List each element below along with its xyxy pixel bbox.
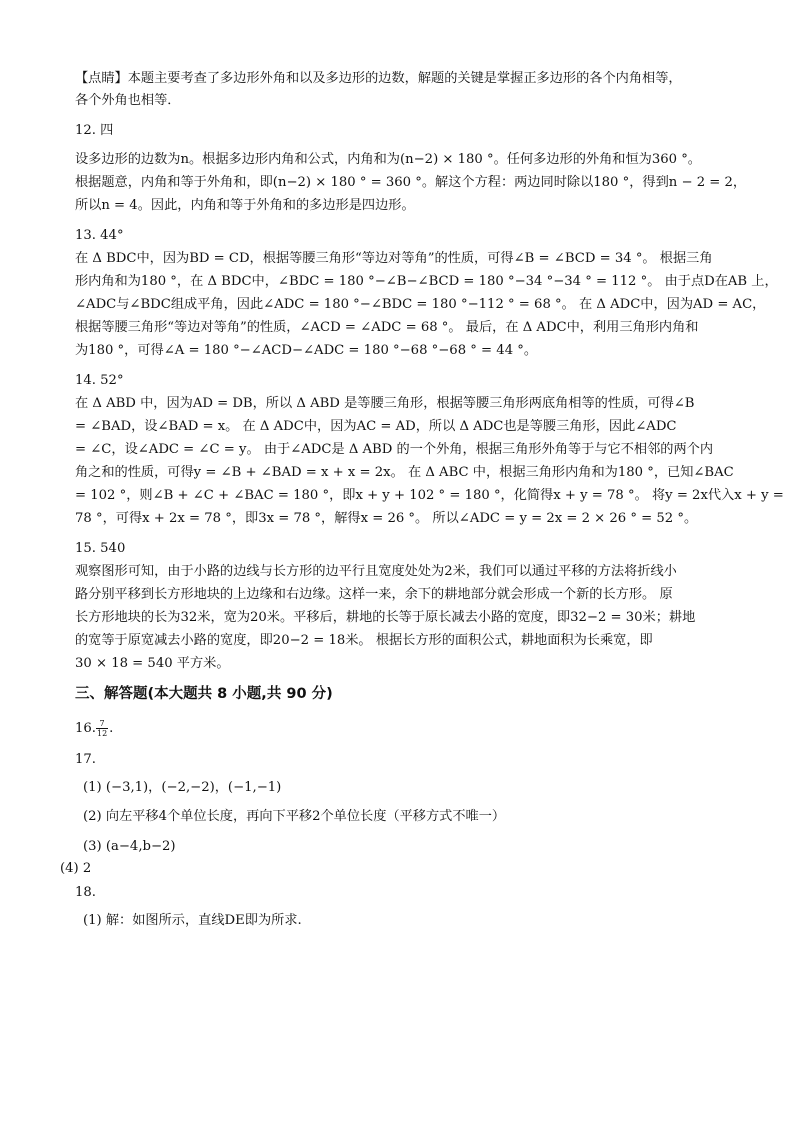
- q17-number: 17.: [75, 752, 96, 767]
- q17-part-3: (3) (a−4,b−2): [83, 839, 176, 854]
- q12-line-2: 根据题意，内角和等于外角和，即(n−2) × 180 ° = 360 °。解这个方程：两边同时除以180 °，得到n − 2 = 2，: [75, 175, 747, 190]
- q13-answer: 13. 44°: [75, 228, 124, 243]
- q14-line-1: 在 Δ ABD 中，因为AD = DB，所以 Δ ABD 是等腰三角形，根据等腰三角形两底角相等的性质，可得∠B: [75, 396, 695, 411]
- q13-line-3: ∠ADC与∠BDC组成平角，因此∠ADC = 180 °−∠BDC = 180 °−112 ° = 68 °。 在 Δ ADC中，因为AD = AC，: [75, 297, 766, 312]
- q15-line-4: 的宽等于原宽减去小路的宽度，即20−2 = 18米。 根据长方形的面积公式，耕地面积为长乘宽，即: [75, 633, 653, 648]
- q17-part-4: (4) 2: [60, 861, 92, 876]
- q14-line-5: = 102 °，则∠B + ∠C + ∠BAC = 180 °，即x + y + 102 ° = 180 °，化简得x + y = 78 °。 将y = 2x代入x + y =: [75, 488, 784, 503]
- q15-line-2: 路分别平移到长方形地块的上边缘和右边缘。这样一来，余下的耕地部分就会形成一个新的长方形。 原: [75, 587, 673, 602]
- q13-line-5: 为180 °，可得∠A = 180 °−∠ACD−∠ADC = 180 °−68 °−68 ° = 44 °。: [75, 343, 538, 358]
- q16-suffix: .: [109, 721, 114, 736]
- q12-line-1: 设多边形的边数为n。根据多边形内角和公式，内角和为(n−2) × 180 °。任何多边形的外角和恒为360 °。: [75, 152, 701, 167]
- q13-line-1: 在 Δ BDC中，因为BD = CD，根据等腰三角形“等边对等角”的性质，可得∠B = ∠BCD = 34 °。 根据三角: [75, 251, 713, 266]
- q14-line-3: = ∠C，设∠ADC = ∠C = y。 由于∠ADC是 Δ ABD 的一个外角，根据三角形外角等于与它不相邻的两个内: [75, 442, 714, 457]
- q13-line-2: 形内角和为180 °，在 Δ BDC中，∠BDC = 180 °−∠B−∠BCD = 180 °−34 °−34 ° = 112 °。 由于点D在AB 上，: [75, 274, 778, 289]
- q13-line-4: 根据等腰三角形“等边对等角”的性质，∠ACD = ∠ADC = 68 °。 最后，在 Δ ADC中，利用三角形内角和: [75, 320, 699, 335]
- q12-line-3: 所以n = 4。因此，内角和等于外角和的多边形是四边形。: [75, 198, 415, 213]
- q15-line-5: 30 × 18 = 540 平方米。: [75, 656, 230, 671]
- q16-numerator: 7: [96, 719, 108, 729]
- q14-line-4: 角之和的性质，可得y = ∠B + ∠BAD = x + x = 2x。 在 Δ ABC 中，根据三角形内角和为180 °，已知∠BAC: [75, 465, 734, 480]
- q17-part-2: (2) 向左平移4个单位长度，再向下平移2个单位长度（平移方式不唯一）: [83, 809, 506, 824]
- q15-line-1: 观察图形可知，由于小路的边线与长方形的边平行且宽度处处为2米，我们可以通过平移的方法将折线小: [75, 564, 677, 579]
- q15-line-3: 长方形地块的长为32米，宽为20米。平移后，耕地的长等于原长减去小路的宽度，即32−2 = 30米；耕地: [75, 610, 696, 625]
- q15-answer: 15. 540: [75, 541, 126, 556]
- section-3-title: 三、解答题(本大题共 8 小题,共 90 分): [75, 686, 333, 702]
- q16-prefix: 16.: [75, 721, 96, 736]
- q16-denominator: 12: [96, 729, 108, 738]
- key-point-line-2: 各个外角也相等．: [75, 93, 181, 108]
- q16-fraction: [96, 719, 108, 738]
- q14-line-2: = ∠BAD，设∠BAD = x。 在 Δ ADC中，因为AC = AD，所以 Δ ADC也是等腰三角形，因此∠ADC: [75, 419, 677, 434]
- q17-part-1: (1) (−3,1)，(−2,−2)，(−1,−1): [83, 780, 282, 795]
- q14-answer: 14. 52°: [75, 373, 124, 388]
- q14-line-6: 78 °，可得x + 2x = 78 °，即3x = 78 °，解得x = 26 °。 所以∠ADC = y = 2x = 2 × 26 ° = 52 °。: [75, 511, 698, 526]
- q16-answer: [75, 719, 113, 739]
- q18-number: 18.: [75, 885, 96, 900]
- q18-part-1: (1) 解：如图所示，直线DE即为所求.: [83, 913, 302, 928]
- q12-answer: 12. 四: [75, 123, 114, 138]
- key-point-line-1: 【点睛】本题主要考查了多边形外角和以及多边形的边数，解题的关键是掌握正多边形的各个内角相等，: [75, 71, 682, 86]
